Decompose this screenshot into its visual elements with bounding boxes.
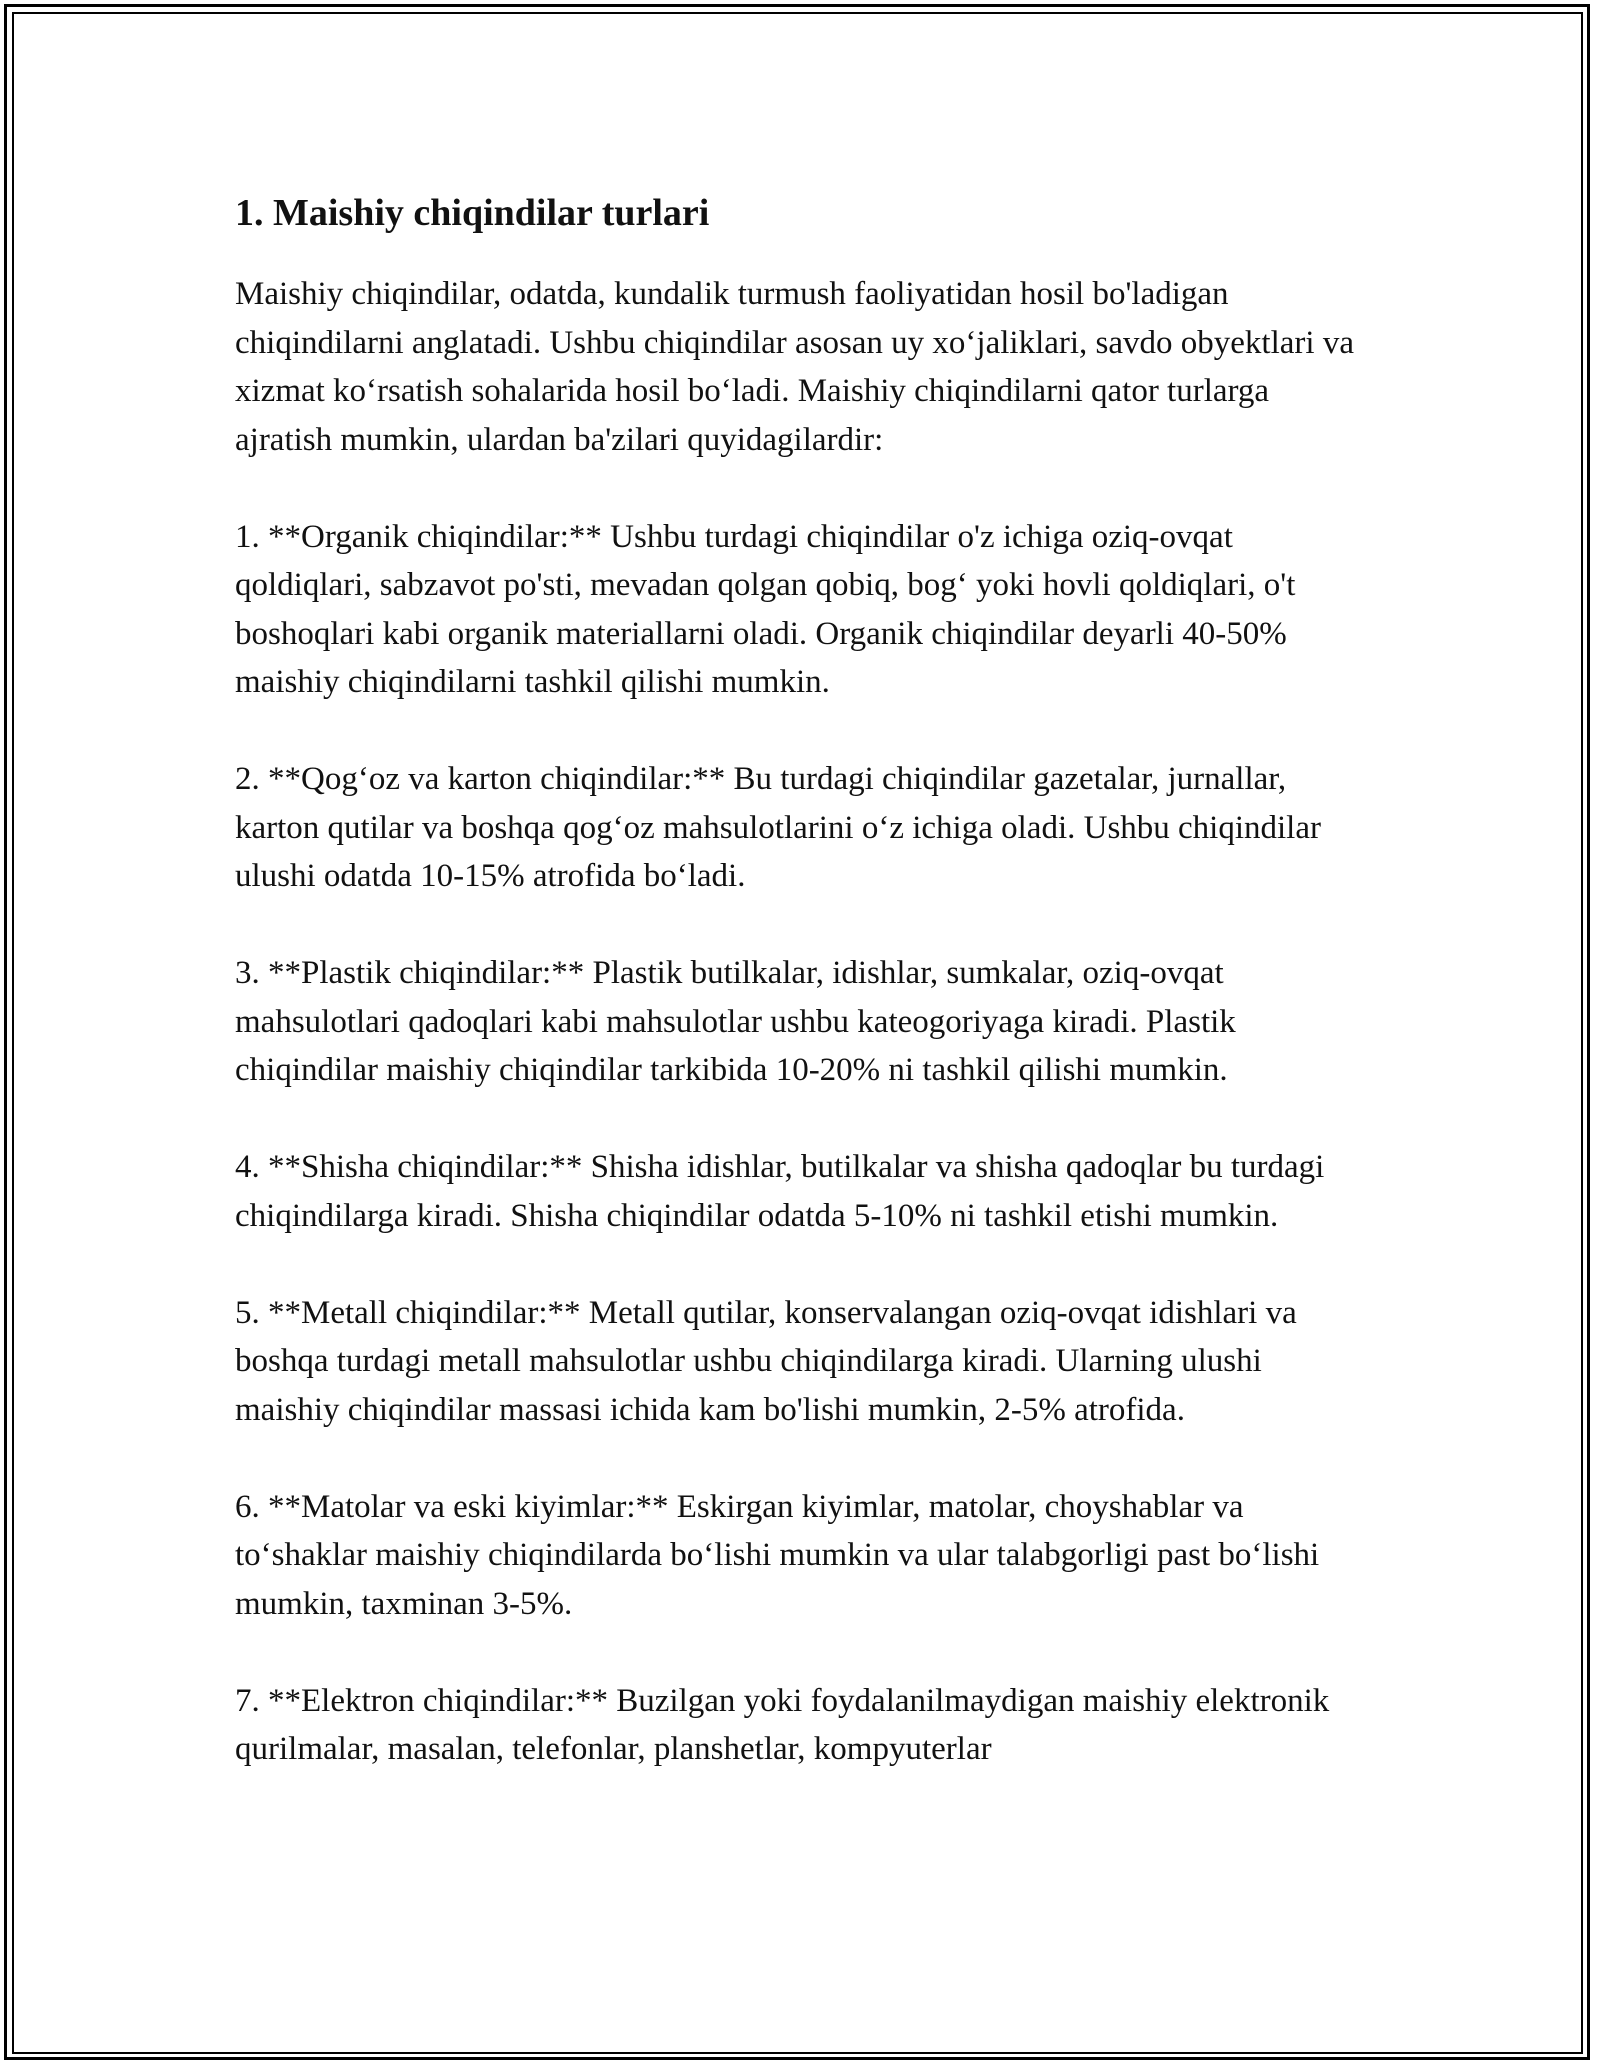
item-electronic: 7. **Elektron chiqindilar:** Buzilgan yoki foydalanilmaydigan maishiy elektronik qurilmalar, masalan, telefonlar, planshetlar, kompyuterlar <box>235 1682 1338 1767</box>
item-paper: 2. **Qog‘oz va karton chiqindilar:** Bu turdagi chiqindilar gazetalar, jurnallar, karton qutilar va boshqa qog‘oz mahsulotlarini o‘z ichiga oladi. Ushbu chiqindilar ulushi odatda 10-15% atrofida bo‘ladi. <box>235 761 1330 894</box>
item-organic: 1. **Organik chiqindilar:** Ushbu turdagi chiqindilar o'z ichiga oziq-ovqat qoldiqlari, sabzavot po'sti, mevadan qolgan qobiq, bog‘ yoki hovli qoldiqlari, o't boshoqlari kabi organik materiallarni oladi. Organik chiqindilar deyarli 40-50% maishiy chiqindilarni tashkil qilishi mumkin. <box>235 518 1304 700</box>
item-textiles: 6. **Matolar va eski kiyimlar:** Eskirgan kiyimlar, matolar, choyshablar va to‘shaklar maishiy chiqindilarda bo‘lishi mumkin va ular talabgorligi past bo‘lishi mumkin, taxminan 3-5%. <box>235 1488 1328 1622</box>
item-plastic: 3. **Plastik chiqindilar:** Plastik butilkalar, idishlar, sumkalar, oziq-ovqat mahsulotlari qadoqlari kabi mahsulotlar ushbu kateogoriyaga kiradi. Plastik chiqindilar maishiy chiqindilar tarkibida 10-20% ni tashkil qilishi mumkin. <box>235 955 1245 1088</box>
intro-paragraph: Maishiy chiqindilar, odatda, kundalik turmush faoliyatidan hosil bo'ladigan chiqindilarni anglatadi. Ushbu chiqindilar asosan uy xo‘jaliklari, savdo obyektlari va xizmat ko‘rsatish sohalarida hosil bo‘ladi. Maishiy chiqindilarni qator turlarga ajratish mumkin, ulardan ba'zilari quyidagilardir: <box>235 276 1363 458</box>
document-body <box>235 186 1370 1822</box>
item-glass: 4. **Shisha chiqindilar:** Shisha idishlar, butilkalar va shisha qadoqlar bu turdagi chiqindilarga kiradi. Shisha chiqindilar odatda 5-10% ni tashkil etishi mumkin. <box>235 1149 1333 1234</box>
item-metal: 5. **Metall chiqindilar:** Metall qutilar, konservalangan oziq-ovqat idishlari va boshqa turdagi metall mahsulotlar ushbu chiqindilarga kiradi. Ularning ulushi maishiy chiqindilar massasi ichida kam bo'lishi mumkin, 2-5% atrofida. <box>235 1294 1305 1428</box>
section-title: 1. Maishiy chiqindilar turlari <box>235 192 710 234</box>
